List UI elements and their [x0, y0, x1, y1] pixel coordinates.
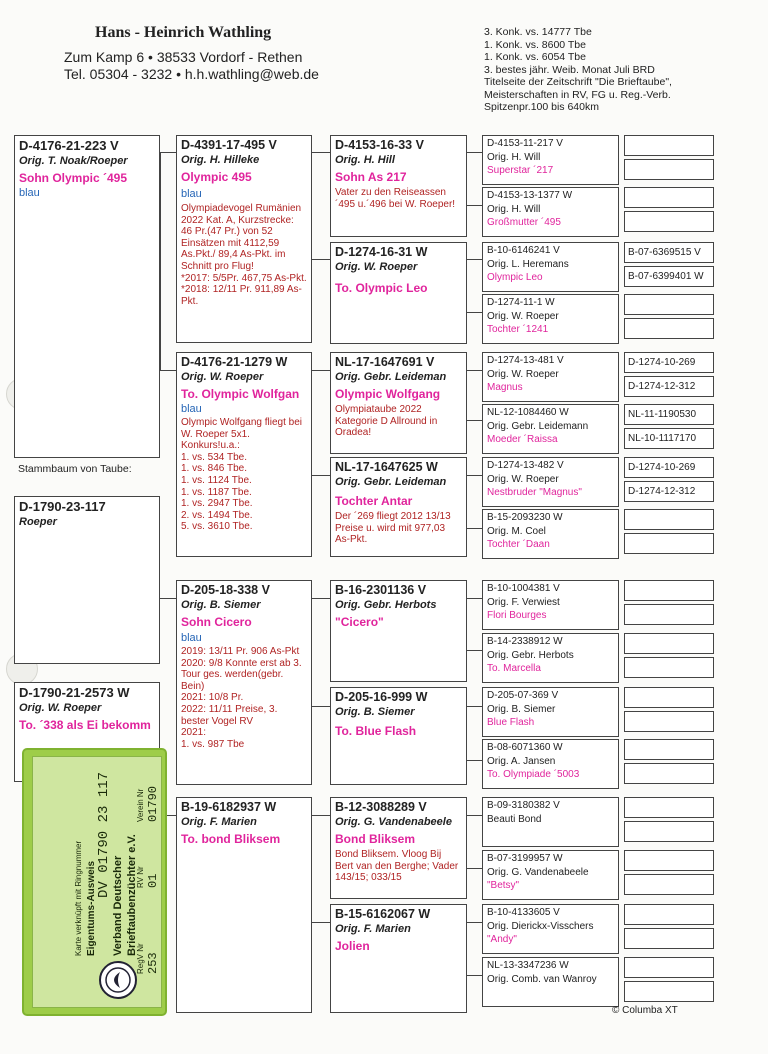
- connector-line: [160, 370, 176, 371]
- pedigree-gen3[interactable]: [330, 242, 467, 344]
- pedigree-gen3[interactable]: [330, 797, 467, 899]
- pedigree-gen2-dam-sire[interactable]: [176, 580, 312, 785]
- note-line: 2022: 11/11 Preise, 3. bester Vogel RV: [181, 703, 278, 727]
- pedigree-gen5[interactable]: [624, 904, 714, 925]
- bird-name: To. bond Bliksem: [181, 832, 281, 846]
- ring-number: B-08-6071360 W: [487, 742, 563, 753]
- pedigree-gen5[interactable]: [624, 481, 714, 502]
- origin: Orig. G. Vandenabeele: [487, 866, 589, 878]
- ring-number: D-4391-17-495 V: [181, 138, 277, 152]
- bird-name: Superstar ´217: [487, 164, 554, 176]
- origin: Orig. H. Hill: [335, 154, 395, 166]
- pedigree-gen4[interactable]: [482, 739, 619, 789]
- bird-name: Tochter ´1241: [487, 323, 549, 335]
- awards-list: [484, 26, 672, 114]
- ring-number: D-1274-16-31 W: [335, 245, 428, 259]
- ring-number: B-10-6146241 V: [487, 245, 560, 256]
- performance-note: Der ´269 fliegt 2012 13/13 Preise u. wird mit 977,03 As-Pkt.: [335, 511, 451, 546]
- vdb-logo-icon: [98, 960, 138, 1000]
- ring-number: B-09-3180382 V: [487, 800, 560, 811]
- ring-number: B-07-6399401 W: [628, 271, 704, 282]
- ring-number: B-15-2093230 W: [487, 512, 563, 523]
- pedigree-gen2-sire-dam[interactable]: [176, 352, 312, 557]
- pedigree-gen5[interactable]: [624, 211, 714, 232]
- bird-name: "Andy": [487, 933, 517, 945]
- pedigree-gen3[interactable]: [330, 457, 467, 557]
- connector-line: [160, 152, 161, 371]
- origin: Orig. Gebr. Herbots: [487, 649, 574, 661]
- connector-line: [467, 312, 482, 313]
- origin: Orig. H. Will: [487, 151, 541, 163]
- connector-line: [160, 152, 176, 153]
- card-org1: Verband Deutscher: [112, 855, 124, 956]
- bird-name: "Cicero": [335, 615, 384, 629]
- pedigree-gen5[interactable]: [624, 135, 714, 156]
- note-line: Kategorie D Allround in Oradea!: [335, 415, 438, 439]
- note-line: 2021: 10/8 Pr.: [181, 692, 244, 704]
- ring-number: D-4153-13-1377 W: [487, 190, 573, 201]
- pedigree-gen4[interactable]: [482, 509, 619, 559]
- connector-line: [312, 815, 330, 816]
- pedigree-gen5[interactable]: [624, 294, 714, 315]
- footer-credit: © Columba XT: [612, 1005, 678, 1016]
- note-line: 5. vs. 3610 Tbe.: [181, 521, 253, 533]
- ring-number: D-1274-12-312: [628, 486, 696, 497]
- bird-name: Bond Bliksem: [335, 832, 416, 846]
- bird-name: To. Olympic Leo: [335, 281, 428, 295]
- award-line: 1. Konk. vs. 6054 Tbe: [484, 51, 586, 63]
- bird-name: To. Olympiade ´5003: [487, 768, 580, 780]
- ring-number: B-14-2338912 W: [487, 636, 563, 647]
- connector-line: [312, 475, 330, 476]
- pedigree-gen5[interactable]: [624, 821, 714, 842]
- note-line: Olympic Wolfgang fliegt bei W. Roeper 5x1. Konkurs!u.a.:: [181, 417, 302, 452]
- origin: Orig. W. Roeper: [181, 371, 264, 383]
- pedigree-gen5[interactable]: [624, 428, 714, 449]
- connector-line: [312, 152, 330, 153]
- bird-name: To. Marcella: [487, 662, 541, 674]
- connector-line: [467, 650, 482, 651]
- origin: Orig. Comb. van Wanroy: [487, 973, 597, 985]
- pedigree-gen5[interactable]: [624, 687, 714, 708]
- pedigree-gen4[interactable]: [482, 242, 619, 292]
- ring-number: B-19-6182937 W: [181, 800, 277, 814]
- breeder-address: Zum Kamp 6 • 38533 Vordorf - Rethen: [64, 49, 303, 65]
- bird-name: Olympic Leo: [487, 271, 543, 283]
- ring-number: D-1790-21-2573 W: [19, 685, 130, 700]
- pedigree-gen4[interactable]: [482, 187, 619, 237]
- connector-line: [312, 706, 330, 707]
- note-line: 2021:: [181, 727, 207, 739]
- award-line: Titelseite der Zeitschrift "Die Brieftaube",: [484, 76, 672, 88]
- card-col1-label: RegV Nr: [136, 943, 145, 974]
- pedigree-gen4[interactable]: [482, 352, 619, 402]
- connector-line: [467, 975, 482, 976]
- ring-number: B-12-3088289 V: [335, 800, 427, 814]
- ring-number: D-1274-10-269: [628, 462, 696, 473]
- pedigree-gen3[interactable]: [330, 687, 467, 785]
- ring-number: D-1790-23-117: [19, 499, 106, 514]
- connector-line: [467, 922, 482, 923]
- performance-note: Vater zu den Reiseassen´495 u.´496 bei W. Roeper!: [335, 187, 456, 210]
- pedigree-gen2-dam-dam[interactable]: [176, 797, 312, 1013]
- connector-line: [312, 922, 330, 923]
- stammbaum-label: Stammbaum von Taube:: [18, 463, 132, 475]
- card-subtitle: Karte verknüpft mit Ringnummer: [74, 840, 83, 956]
- ring-number: B-10-4133605 V: [487, 907, 560, 918]
- bird-color: blau: [181, 632, 202, 644]
- bird-name: Tochter Antar: [335, 494, 413, 508]
- note-line: 1. vs. 846 Tbe.: [181, 463, 247, 475]
- origin: Orig. W. Roeper: [19, 702, 102, 714]
- bird-name: Flori Bourges: [487, 609, 547, 621]
- connector-line: [312, 598, 330, 599]
- connector-line: [467, 370, 482, 371]
- connector-line: [467, 205, 482, 206]
- pedigree-gen4[interactable]: [482, 633, 619, 683]
- pedigree-gen3[interactable]: [330, 135, 467, 237]
- ring-number: D-1274-13-482 V: [487, 460, 564, 471]
- card-ring-number: DV 01790 23 117: [96, 771, 112, 898]
- note-line: 2. vs. 1494 Tbe.: [181, 509, 253, 521]
- connector-line: [467, 475, 482, 476]
- pedigree-gen5[interactable]: [624, 928, 714, 949]
- bird-name: Sohn As 217: [335, 170, 407, 184]
- ring-number: D-4153-16-33 V: [335, 138, 424, 152]
- card-title: Eigentums-Ausweis: [86, 860, 97, 956]
- pedigree-gen5[interactable]: [624, 850, 714, 871]
- connector-line: [467, 598, 482, 599]
- pedigree-gen5[interactable]: [624, 763, 714, 784]
- award-line: 3. bestes jähr. Weib. Monat Juli BRD: [484, 63, 655, 76]
- origin: Orig. Gebr. Leidemann: [487, 420, 589, 432]
- note-line: *2017: 5/5Pr. 467,75 As-Pkt.: [181, 272, 307, 284]
- bird-name: Olympic 495: [181, 170, 252, 184]
- origin: Orig. B. Siemer: [181, 599, 261, 611]
- connector-line: [467, 815, 482, 816]
- pedigree-gen5[interactable]: [624, 580, 714, 601]
- pedigree-gen3[interactable]: [330, 904, 467, 1013]
- pedigree-gen5[interactable]: [624, 376, 714, 397]
- origin: Orig. H. Will: [487, 203, 541, 215]
- ring-number: NL-17-1647625 W: [335, 460, 438, 474]
- bird-name: "Betsy": [487, 879, 520, 891]
- origin: Orig. L. Heremans: [487, 258, 569, 270]
- bird-color: blau: [181, 403, 202, 415]
- connector-line: [467, 420, 482, 421]
- note-line: Olympiataube 2022: [335, 404, 422, 415]
- pedigree-gen5[interactable]: [624, 318, 714, 339]
- origin: Orig. W. Roeper: [487, 310, 559, 322]
- performance-note: Bond Bliksem. Vloog Bij Bert van den Berghe; Vader 143/15; 033/15: [335, 849, 459, 884]
- pedigree-gen5[interactable]: [624, 266, 714, 287]
- ring-number: D-1274-10-269: [628, 357, 696, 368]
- bird-name: Magnus: [487, 381, 523, 393]
- origin: Orig. F. Marien: [335, 923, 411, 935]
- ring-number: B-07-3199957 W: [487, 853, 563, 864]
- pedigree-gen4[interactable]: [482, 457, 619, 507]
- performance-note: [181, 646, 307, 750]
- pedigree-gen5[interactable]: [624, 404, 714, 425]
- award-line: Spitzenpr.100 bis 640km: [484, 101, 599, 113]
- connector-line: [467, 706, 482, 707]
- pedigree-gen5[interactable]: [624, 711, 714, 732]
- pedigree-gen5[interactable]: [624, 457, 714, 478]
- origin: Orig. W. Roeper: [487, 368, 559, 380]
- pedigree-gen4[interactable]: [482, 904, 619, 954]
- card-col2-label: RV Nr: [136, 866, 145, 888]
- bird-name: Moeder ´Raissa: [487, 433, 558, 445]
- pedigree-gen3[interactable]: [330, 352, 467, 454]
- ring-number: B-15-6162067 W: [335, 907, 431, 921]
- bird-color: blau: [181, 188, 202, 200]
- ring-number: B-10-1004381 V: [487, 583, 560, 594]
- performance-note: [335, 404, 462, 439]
- origin: Roeper: [19, 516, 57, 528]
- pedigree-gen5[interactable]: [624, 797, 714, 818]
- ring-number: D-4176-21-223 V: [19, 138, 119, 153]
- bird-name: Jolien: [335, 939, 370, 953]
- card-col2-value: 01: [146, 873, 160, 888]
- note-line: Olympiadevogel Rumänien 2022 Kat. A, Kurzstrecke: 46 Pr.(47 Pr.) von 52 Einsätzen mit 4112,59 As.Pkt./ 89,4 As-Pkt. im Schnitt pro Flug!: [181, 203, 302, 272]
- note-line: 2020: 9/8 Konnte erst ab 3. Tour ges. werden(gebr. Bein): [181, 657, 302, 692]
- ring-number: NL-12-1084460 W: [487, 407, 569, 418]
- connector-line: [467, 152, 482, 153]
- pedigree-gen5[interactable]: [624, 739, 714, 760]
- origin: Orig. Dierickx-Visschers: [487, 920, 594, 932]
- ring-number: NL-17-1647691 V: [335, 355, 435, 369]
- ring-number: D-4176-21-1279 W: [181, 355, 288, 369]
- connector-line: [467, 259, 482, 260]
- origin: Orig. F. Marien: [181, 816, 257, 828]
- bird-name: Blue Flash: [487, 716, 535, 728]
- pedigree-gen5[interactable]: [624, 957, 714, 978]
- note-line: 1. vs. 987 Tbe: [181, 738, 245, 750]
- origin: Orig. B. Siemer: [335, 706, 415, 718]
- pedigree-gen5[interactable]: [624, 242, 714, 263]
- note-line: *2018: 12/11 Pr. 911,89 As-Pkt.: [181, 284, 302, 307]
- card-org2: Brieftaubenzüchter e.V.: [126, 834, 138, 956]
- award-line: 1. Konk. vs. 8600 Tbe: [484, 38, 586, 51]
- bird-color: blau: [19, 187, 40, 199]
- origin: Orig. Gebr. Leideman: [335, 476, 447, 488]
- card-col3-value: 01790: [146, 785, 160, 822]
- pedigree-gen5[interactable]: [624, 657, 714, 678]
- pedigree-gen4[interactable]: [482, 580, 619, 630]
- bird-name: To. Blue Flash: [335, 724, 417, 738]
- ring-number: D-205-07-369 V: [487, 690, 559, 701]
- connector-line: [467, 528, 482, 529]
- note-line: 1. vs. 1187 Tbe.: [181, 486, 252, 498]
- pedigree-gen5[interactable]: [624, 509, 714, 530]
- ring-number: NL-13-3347236 W: [487, 960, 569, 971]
- origin: Orig. W. Roeper: [487, 473, 559, 485]
- breeder-contact: Tel. 05304 - 3232 • h.h.wathling@web.de: [64, 66, 319, 82]
- origin: Orig. Gebr. Herbots: [335, 599, 437, 611]
- origin: Orig. F. Verwiest: [487, 596, 560, 608]
- pedigree-gen5[interactable]: [624, 533, 714, 554]
- pedigree-gen4[interactable]: [482, 135, 619, 185]
- breeder-name: Hans - Heinrich Wathling: [95, 24, 272, 41]
- card-col1-value: 253: [146, 952, 160, 974]
- pedigree-gen5[interactable]: [624, 187, 714, 208]
- ring-number: B-07-6369515 V: [628, 247, 701, 258]
- performance-note: [181, 203, 307, 307]
- ring-number: D-1274-12-312: [628, 381, 696, 392]
- origin: Orig. G. Vandenabeele: [335, 816, 452, 828]
- award-line: 3. Konk. vs. 14777 Tbe: [484, 26, 592, 38]
- pedigree-gen4[interactable]: [482, 687, 619, 737]
- pedigree-gen3[interactable]: [330, 580, 467, 682]
- ring-number: D-4153-11-217 V: [487, 138, 563, 149]
- pedigree-gen4[interactable]: [482, 850, 619, 900]
- note-line: 1. vs. 2947 Tbe.: [181, 498, 253, 510]
- connector-line: [160, 598, 176, 599]
- ring-number: D-205-16-999 W: [335, 690, 428, 704]
- pedigree-gen4[interactable]: [482, 797, 619, 847]
- pedigree-gen5[interactable]: [624, 352, 714, 373]
- ownership-card: [22, 748, 167, 1016]
- origin: Orig. M. Coel: [487, 525, 546, 537]
- pedigree-gen5[interactable]: [624, 874, 714, 895]
- pedigree-gen4[interactable]: [482, 294, 619, 344]
- pedigree-gen5[interactable]: [624, 633, 714, 654]
- pedigree-subject[interactable]: [14, 496, 160, 664]
- pedigree-gen4[interactable]: [482, 957, 619, 1007]
- origin: Orig. A. Jansen: [487, 755, 556, 767]
- note-line: 1. vs. 1124 Tbe.: [181, 474, 252, 486]
- pedigree-gen5[interactable]: [624, 981, 714, 1002]
- origin: Orig. Gebr. Leideman: [335, 371, 447, 383]
- bird-name: Tochter ´Daan: [487, 538, 550, 550]
- note-line: 1. vs. 534 Tbe.: [181, 451, 247, 463]
- ring-number: D-1274-11-1 W: [487, 297, 555, 308]
- note-line: 2019: 13/11 Pr. 906 As-Pkt: [181, 646, 300, 657]
- bird-name: To. ´338 als Ei bekomm: [19, 718, 151, 732]
- pedigree-sire[interactable]: [14, 135, 160, 458]
- ring-number: NL-10-1117170: [628, 433, 697, 444]
- origin: Beauti Bond: [487, 813, 542, 825]
- connector-line: [312, 370, 330, 371]
- pedigree-gen5[interactable]: [624, 159, 714, 180]
- pedigree-gen5[interactable]: [624, 604, 714, 625]
- ring-number: NL-11-1190530: [628, 409, 697, 420]
- connector-line: [467, 868, 482, 869]
- origin: Orig. T. Noak/Roeper: [19, 155, 128, 167]
- pedigree-gen4[interactable]: [482, 404, 619, 454]
- ring-number: D-205-18-338 V: [181, 583, 270, 597]
- performance-note: [181, 417, 307, 533]
- connector-line: [467, 760, 482, 761]
- bird-name: Olympic Wolfgang: [335, 387, 441, 401]
- ring-number: D-1274-13-481 V: [487, 355, 564, 366]
- connector-line: [312, 259, 330, 260]
- origin: Orig. H. Hilleke: [181, 154, 260, 166]
- bird-name: Nestbruder "Magnus": [487, 486, 582, 498]
- pedigree-gen2-sire-sire[interactable]: [176, 135, 312, 343]
- card-col3-label: Verein Nr: [136, 788, 145, 822]
- bird-name: To. Olympic Wolfgan: [181, 387, 300, 401]
- origin: Orig. B. Siemer: [487, 703, 556, 715]
- bird-name: Großmutter ´495: [487, 216, 561, 228]
- bird-name: Sohn Cicero: [181, 615, 252, 629]
- ring-number: B-16-2301136 V: [335, 583, 427, 597]
- award-line: Meisterschaften in RV, FG u. Reg.-Verb.: [484, 88, 671, 101]
- bird-name: Sohn Olympic ´495: [19, 171, 128, 185]
- origin: Orig. W. Roeper: [335, 261, 418, 273]
